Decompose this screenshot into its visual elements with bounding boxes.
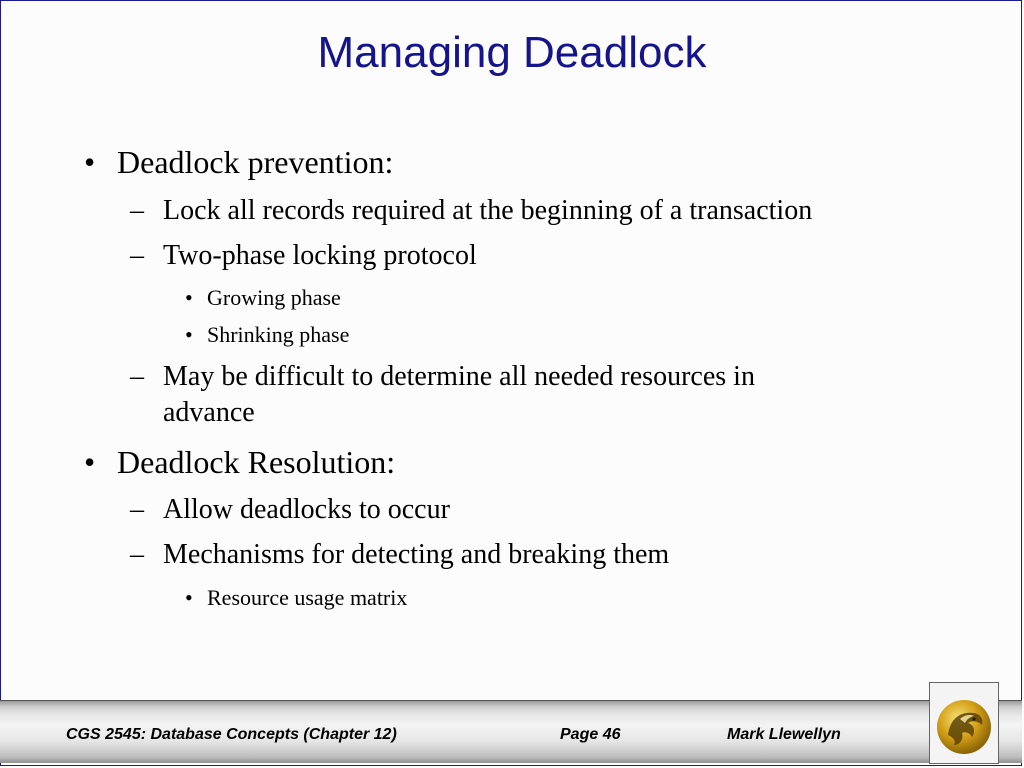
subbullet-may-be-difficult: May be difficult to determine all needed resources in bbox=[163, 361, 755, 392]
footer-author: Mark Llewellyn bbox=[727, 726, 841, 743]
subsub-growing-phase: Growing phase bbox=[207, 285, 341, 310]
slide-title: Managing Deadlock bbox=[317, 28, 707, 77]
footer-page-number: Page 46 bbox=[560, 726, 621, 743]
logo-frame bbox=[929, 682, 999, 764]
subbullet-lock-all-records: Lock all records required at the beginning of a transaction bbox=[163, 195, 813, 226]
bullet-deadlock-prevention: Deadlock prevention: bbox=[117, 144, 394, 180]
subbullet-mechanisms: Mechanisms for detecting and breaking them bbox=[163, 539, 670, 570]
subbullet-may-be-difficult-cont: advance bbox=[163, 397, 255, 428]
dash-marker: – bbox=[130, 240, 144, 271]
bullet-deadlock-resolution: Deadlock Resolution: bbox=[117, 444, 396, 480]
pegasus-logo-icon bbox=[930, 683, 998, 763]
dash-marker: – bbox=[130, 539, 144, 570]
dash-marker: – bbox=[130, 361, 144, 392]
dash-marker: – bbox=[130, 195, 144, 226]
subbullet-two-phase-locking: Two-phase locking protocol bbox=[163, 240, 477, 271]
bullet-marker: • bbox=[84, 144, 96, 180]
footer-course: CGS 2545: Database Concepts (Chapter 12) bbox=[66, 726, 397, 743]
subsub-resource-usage-matrix: Resource usage matrix bbox=[207, 585, 408, 610]
bullet-marker: • bbox=[185, 322, 193, 347]
bullet-marker: • bbox=[185, 585, 193, 610]
subbullet-allow-deadlocks: Allow deadlocks to occur bbox=[163, 494, 450, 525]
subsub-shrinking-phase: Shrinking phase bbox=[207, 322, 350, 347]
dash-marker: – bbox=[130, 494, 144, 525]
bullet-marker: • bbox=[185, 285, 193, 310]
bullet-marker: • bbox=[84, 444, 96, 480]
